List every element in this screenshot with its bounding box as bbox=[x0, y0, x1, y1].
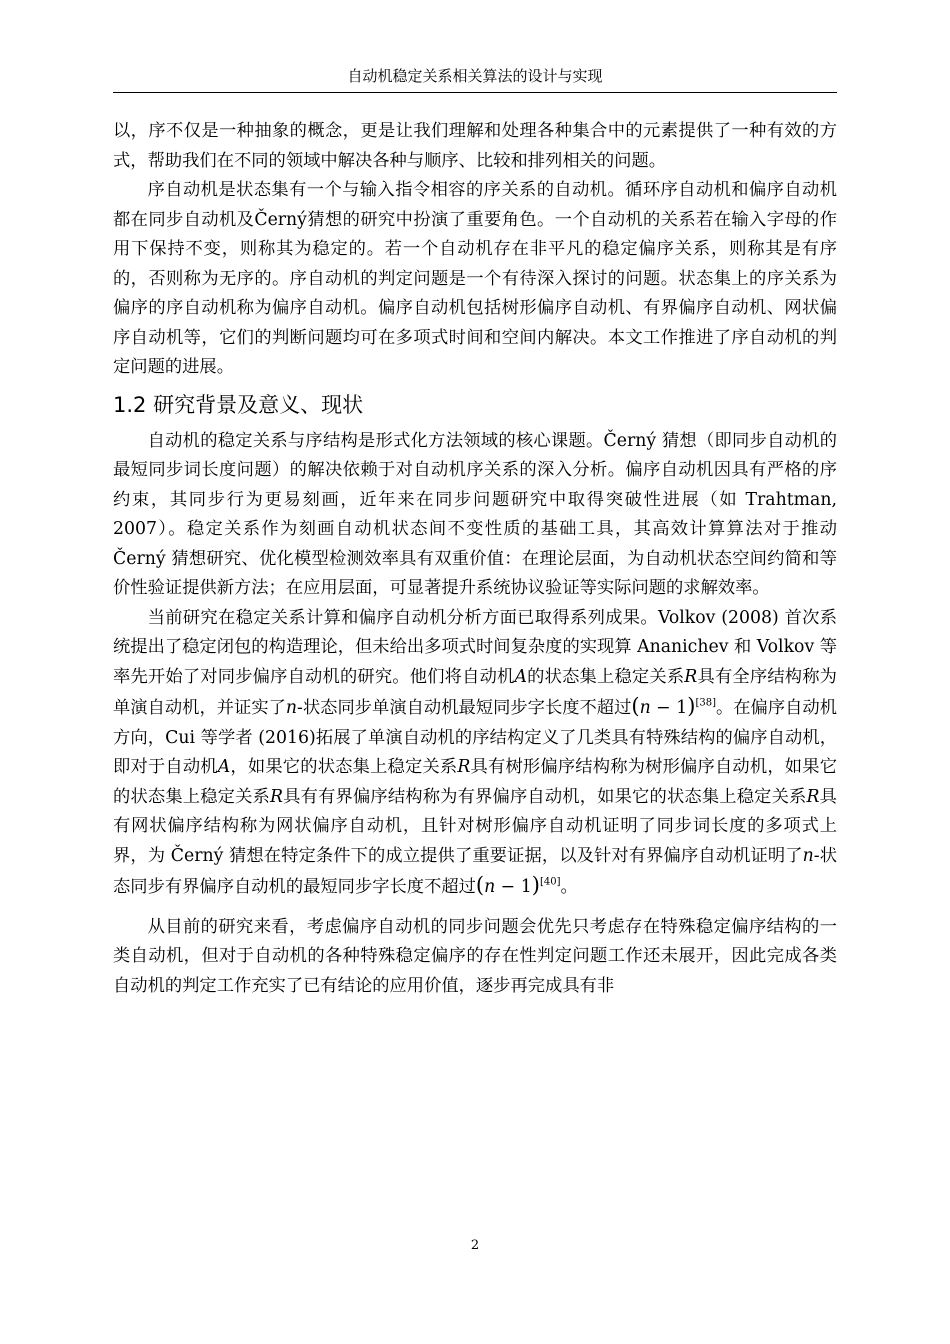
running-header: 自动机稳定关系相关算法的设计与实现 bbox=[347, 67, 603, 85]
text-run: 具有全序结构称为单演自动机，并证实了 bbox=[113, 666, 837, 718]
header-rule bbox=[113, 92, 837, 93]
math-symbol-R: R bbox=[684, 666, 698, 687]
body-text bbox=[113, 117, 837, 1001]
paragraph-current-research bbox=[113, 604, 837, 903]
text-run: 具有网状偏序结构称为网状偏序自动机，且针对树形偏序自动机证明了同步词长度的多项式上界，为 Černý 猜想在特定条件下的成立提供了重要证据，以及针对有界偏序自动机证明了 bbox=[113, 786, 837, 866]
text-run: 的状态集上稳定关系 bbox=[527, 666, 685, 687]
bound-formula: (n − 1) bbox=[631, 694, 696, 718]
math-symbol-A: A bbox=[514, 666, 527, 687]
math-symbol-R: R bbox=[806, 786, 820, 807]
math-symbol-n: n bbox=[802, 845, 814, 866]
paragraph-continued: 以，序不仅是一种抽象的概念，更是让我们理解和处理各种集合中的元素提供了一种有效的方式，帮助我们在不同的领域中解决各种与顺序、比较和排列相关的问题。 bbox=[113, 121, 837, 171]
paragraph-background: 自动机的稳定关系与序结构是形式化方法领域的核心课题。Černý 猜想（即同步自动机的最短同步词长度问题）的解决依赖于对自动机序关系的深入分析。偏序自动机因具有严格的序约束，其同步行为更易刻画，近年来在同步问题研究中取得突破性进展（如 Trahtman, 2007）。稳定关系作为刻画自动机状态间不变性质的基础工具，其高效计算算法对于推动 Černý 猜想研究、优化模型检测效率具有双重价值：在理论层面，为自动机状态空间约简和等价性验证提供新方法；在应用层面，可显著提升系统协议验证等实际问题的求解效率。 bbox=[113, 430, 837, 598]
text-run: 。 bbox=[560, 877, 578, 897]
text-run: 。在偏序自动机方向，Cui 等学者 (2016)拓展了单演自动机的序结构定义了几类具有特殊结构的偏序自动机，即对于自动机 bbox=[113, 698, 837, 777]
text-run: 当前研究在稳定关系计算和偏序自动机分析方面已取得系列成果。Volkov (2008) 首次系统提出了稳定闭包的构造理论，但未给出多项式时间复杂度的实现算 Ananichev 和 Volkov 等率先开始了对同步偏序自动机的研究。他们将自动机 bbox=[113, 607, 837, 687]
bound-formula: (n − 1) bbox=[475, 873, 540, 897]
citation-38: [38] bbox=[695, 697, 716, 709]
math-symbol-R: R bbox=[457, 757, 471, 777]
citation-40: [40] bbox=[539, 876, 561, 888]
text-run: -状态同步有界偏序自动机的最短同步字长度不超过 bbox=[113, 845, 838, 897]
math-symbol-R: R bbox=[270, 786, 284, 807]
section-heading: 1.2 研究背景及意义、现状 bbox=[113, 392, 364, 417]
text-run: -状态同步单演自动机最短同步字长度不超过 bbox=[297, 698, 632, 718]
math-symbol-A: A bbox=[217, 757, 231, 777]
paragraph-outlook: 从目前的研究来看，考虑偏序自动机的同步问题会优先只考虑存在特殊稳定偏序结构的一类自动机，但对于自动机的各种特殊稳定偏序的存在性判定问题工作还未展开，因此完成各类自动机的判定工作充实了已有结论的应用价值，逐步再完成具有非 bbox=[113, 916, 837, 996]
paragraph-order-automata: 序自动机是状态集有一个与输入指令相容的序关系的自动机。循环序自动机和偏序自动机都在同步自动机及Černý猜想的研究中扮演了重要角色。一个自动机的关系若在输入字母的作用下保持不变，则称其为稳定的。若一个自动机存在非平凡的稳定偏序关系，则称其是有序的，否则称为无序的。序自动机的判定问题是一个有待深入探讨的问题。状态集上的序关系为偏序的序自动机称为偏序自动机。偏序自动机包括树形偏序自动机、有界偏序自动机、网状偏序自动机等，它们的判断问题均可在多项式时间和空间内解决。本文工作推进了序自动机的判定问题的进展。 bbox=[113, 180, 837, 377]
text-run: 具有有界偏序结构称为有界偏序自动机，如果它的状态集上稳定关系 bbox=[283, 786, 807, 807]
text-run: ，如果它的状态集上稳定关系 bbox=[230, 757, 458, 777]
text-run: 具有树形偏序结构称为树形偏序自动机，如果它的状态集上稳定关系 bbox=[113, 757, 837, 807]
math-symbol-n: n bbox=[285, 698, 298, 718]
page-number: 2 bbox=[470, 1238, 480, 1253]
